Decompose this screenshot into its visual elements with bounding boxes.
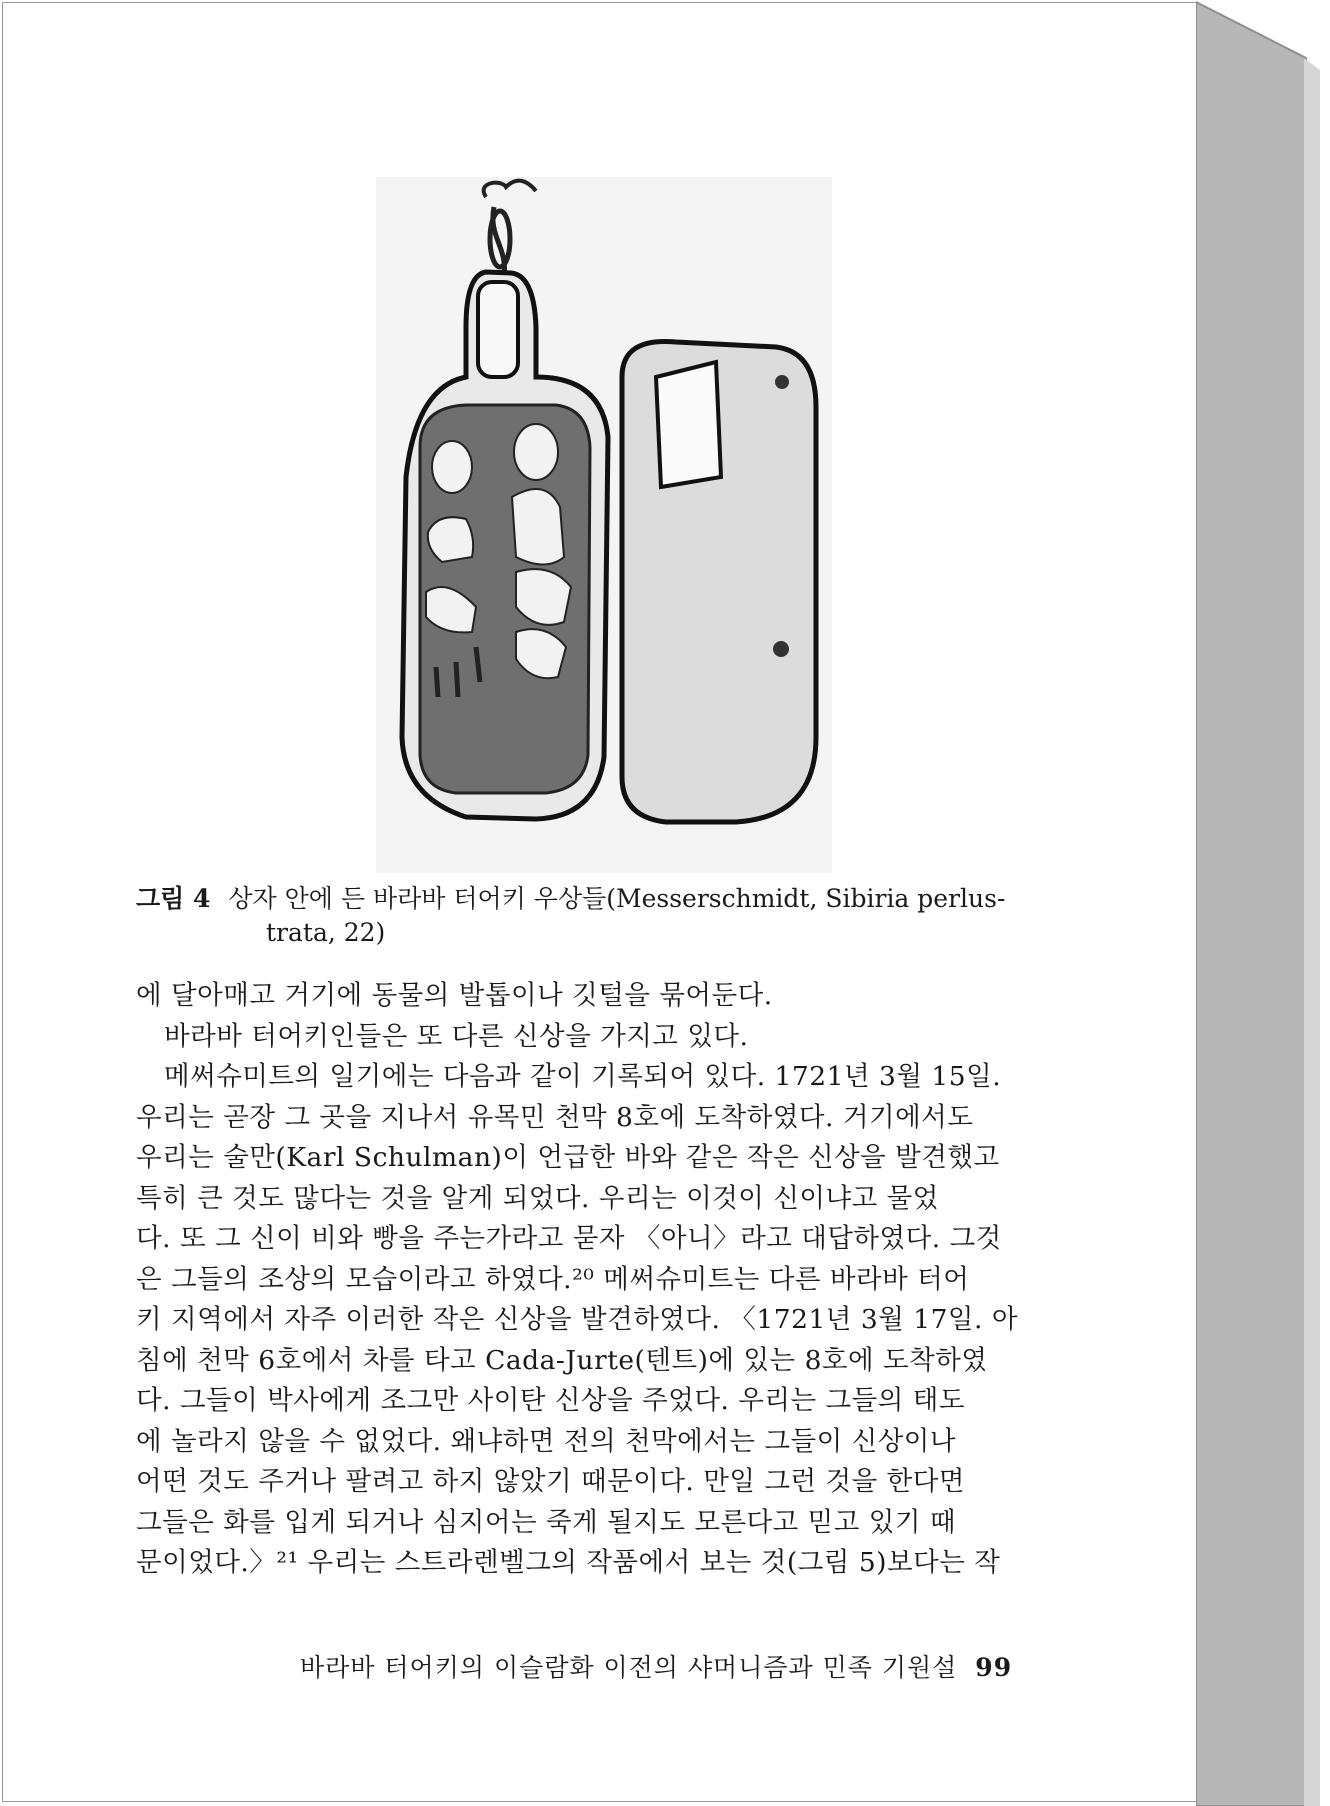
figure-caption: [136, 882, 1076, 950]
figure-caption-label: 그림 4: [136, 884, 211, 913]
text-line: 우리는 술만(Karl Schulman)이 언급한 바와 같은 작은 신상을 발견했고: [136, 1142, 1000, 1173]
text-line: 그들은 화를 입게 되거나 심지어는 죽게 될지도 모른다고 믿고 있기 때: [136, 1506, 957, 1538]
text-line: 바라바 터어키인들은 또 다른 신상을 가지고 있다.: [164, 1020, 749, 1052]
text-line: 은 그들의 조상의 모습이라고 하였다.²⁰ 메써슈미트는 다른 바라바 터어: [136, 1263, 970, 1295]
text-line: 침에 천막 6호에서 차를 타고 Cada-Jurte(텐트)에 있는 8호에 도착하였: [136, 1344, 988, 1376]
text-line: 어떤 것도 주거나 팔려고 하지 않았기 때문이다. 만일 그런 것을 한다면: [136, 1466, 965, 1497]
page-number: 99: [975, 1653, 1013, 1682]
page-footer: [300, 1648, 1060, 1684]
text-line: 에 놀라지 않을 수 없었다. 왜냐하면 전의 천막에서는 그들이 신상이나: [136, 1425, 957, 1457]
running-title: 바라바 터어키의 이슬람화 이전의 샤머니즘과 민족 기원설: [300, 1653, 958, 1682]
body-text: [136, 976, 1066, 1584]
text-line: 키 지역에서 자주 이러한 작은 신상을 발견하였다. 〈1721년 3월 17일. 아: [136, 1304, 1018, 1335]
figure-caption-line-1: 상자 안에 든 바라바 터어키 우상들(Messerschmidt, Sibiria perlus-: [228, 884, 1006, 913]
text-line: 다. 그들이 박사에게 조그만 사이탄 신상을 주었다. 우리는 그들의 태도: [136, 1385, 965, 1416]
figure-idols-box: [376, 177, 832, 873]
text-line: 특히 큰 것도 많다는 것을 알게 되었다. 우리는 이것이 신이냐고 물었: [136, 1182, 939, 1214]
text-line: 에 달아매고 거기에 동물의 발톱이나 깃털을 묶어둔다.: [136, 980, 773, 1011]
book-side-edge: [1196, 0, 1326, 1806]
text-line: 메써슈미트의 일기에는 다음과 같이 기록되어 있다. 1721년 3월 15일.: [164, 1061, 1002, 1092]
figure-caption-line-2: trata, 22): [266, 918, 386, 947]
text-line: 다. 또 그 신이 비와 빵을 주는가라고 묻자 〈아니〉라고 대답하였다. 그것: [136, 1223, 1002, 1254]
idol-box-illustration: [376, 177, 832, 873]
text-line: 우리는 곧장 그 곳을 지나서 유목민 천막 8호에 도착하였다. 거기에서도: [136, 1101, 974, 1133]
text-line: 문이었다.〉²¹ 우리는 스트라렌벨그의 작품에서 보는 것(그림 5)보다는 작: [136, 1547, 1001, 1578]
